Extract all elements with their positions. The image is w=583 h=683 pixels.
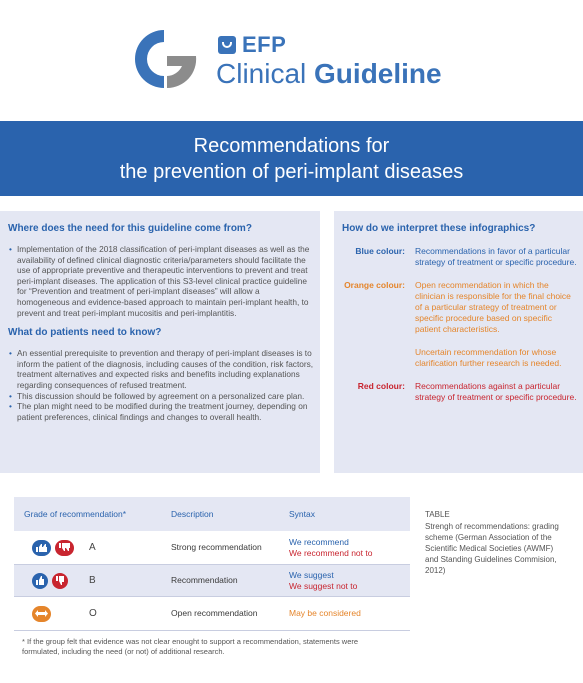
thumbs-down-icon xyxy=(52,573,68,589)
legend-orange-uncertain xyxy=(342,347,578,369)
caption-text: Strengh of recommendations: grading scheme (German Association of the Scientific Medical Societies (AWMF) and Standing Guidelines Commision, 2012) xyxy=(425,522,559,575)
syntax-negative: We suggest not to xyxy=(289,580,358,591)
header-grade: Grade of recommendation* xyxy=(24,508,127,519)
description-cell: Strong recommendation xyxy=(171,542,262,552)
legend-text: Uncertain recommendation for whose clarification further research is needed. xyxy=(415,347,562,368)
description-cell: Open recommendation xyxy=(171,608,258,618)
syntax-negative: We recommend not to xyxy=(289,547,373,558)
table-header-row xyxy=(14,497,410,531)
legend-key xyxy=(342,347,415,369)
grade-letter: B xyxy=(89,575,96,586)
grade-cell xyxy=(14,540,171,556)
syntax-positive: We recommend xyxy=(289,536,349,547)
patients-bullet: • The plan might need to be modified during the treatment journey, depending on patient preferences, clinical findings and changes to overall health. xyxy=(17,401,314,422)
table-row xyxy=(14,531,410,565)
legend-orange xyxy=(342,280,578,335)
grade-icons xyxy=(24,606,89,622)
legend-text: Recommendations in favor of a particular strategy of treatment or specific procedure. xyxy=(415,246,577,267)
table-row xyxy=(14,565,410,597)
title-band xyxy=(0,121,583,196)
need-heading: Where does the need for this guideline come from? xyxy=(8,223,252,234)
legend-text: Recommendations against a particular strategy of treatment or specific procedure. xyxy=(415,381,577,402)
patients-heading: What do patients need to know? xyxy=(8,327,162,339)
title-line-2: the prevention of peri-implant diseases xyxy=(119,161,464,183)
wordmark-bold: Guideline xyxy=(314,58,442,89)
patients-bullet: • This discussion should be followed by agreement on a personalized care plan. xyxy=(17,391,314,402)
caption-tag: TABLE xyxy=(425,510,450,519)
legend-red xyxy=(342,381,578,403)
need-bullet: • Implementation of the 2018 classification of peri-implant diseases as well as the availability of defined clinical diagnostic criteria/parameters should facilitate the use of appropriate preventive and therapeutic interventions to prevent and treat peri-implant diseases. The application of this S3-level clinical practice guideline for “Prevention and treatment of peri-implant diseases” will allow a homogeneous and evidence-based approach to maintain peri-implant health, to prevent and treat peri-implant mucositis and peri-implantitis. xyxy=(17,244,314,318)
need-bullets xyxy=(8,244,314,318)
grade-letter: O xyxy=(89,608,97,619)
table-footnote: * If the group felt that evidence was not clear enought to support a recommendation, statements were formulated, including the need (or not) of additional research. xyxy=(22,637,359,656)
header xyxy=(0,0,583,120)
header-syntax: Syntax xyxy=(289,508,315,519)
syntax-positive: We suggest xyxy=(289,569,334,580)
description-cell: Recommendation xyxy=(171,575,238,585)
thumbs-down-double-icon xyxy=(55,540,74,556)
efp-g-logo-icon xyxy=(130,26,200,92)
colour-legend xyxy=(342,246,578,403)
grade-letter: A xyxy=(89,542,96,553)
legend-key: Blue colour: xyxy=(355,246,405,256)
wordmark-light: Clinical xyxy=(216,58,307,89)
syntax-cell: May be considered xyxy=(289,608,361,618)
grade-icons xyxy=(24,573,89,589)
left-panel-content xyxy=(8,223,314,422)
syntax-cell xyxy=(289,570,410,592)
patients-bullets xyxy=(8,348,314,422)
legend-key: Red colour: xyxy=(357,381,405,391)
double-arrow-icon xyxy=(32,606,51,622)
legend-blue xyxy=(342,246,578,268)
efp-smile-icon xyxy=(218,36,236,54)
thumbs-up-icon xyxy=(32,573,48,589)
efp-acronym: EFP xyxy=(242,32,287,57)
table-row xyxy=(14,597,410,631)
legend-key: Orange colour: xyxy=(344,280,405,290)
title-line-1: Recommendations for xyxy=(193,135,390,157)
patients-bullet: • An essential prerequisite to prevention and therapy of peri-implant diseases is to inform the patient of the diagnosis, including causes of the condition, risk factors, treatment alternatives and expected risks and benefits including explanations regarding consequences of refused treatment. xyxy=(17,348,314,390)
grade-cell xyxy=(14,606,171,622)
guideline-wordmark xyxy=(216,58,442,90)
thumbs-up-double-icon xyxy=(32,540,51,556)
right-panel-content xyxy=(342,223,578,415)
table-caption xyxy=(425,509,565,576)
interpret-heading: How do we interpret these infographics? xyxy=(342,223,536,234)
efp-brand-row xyxy=(218,32,286,58)
grade-cell xyxy=(14,573,171,589)
grade-icons xyxy=(24,540,89,556)
header-description: Description xyxy=(171,508,214,519)
recommendation-table xyxy=(14,497,410,631)
legend-text: Open recommendation in which the clinician is responsible for the final choice of a particular strategy of treatment or specific procedure based on specific patient characteristics. xyxy=(415,280,571,334)
syntax-cell xyxy=(289,537,410,559)
